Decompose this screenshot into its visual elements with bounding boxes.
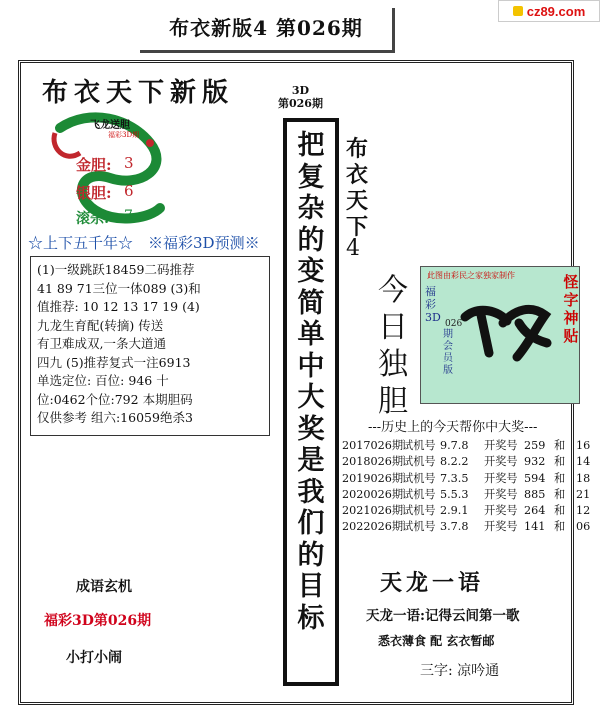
prediction-line: 有卫难成双,一条大道通 [37, 336, 166, 351]
gold-label: 金胆: [76, 156, 112, 174]
mystery-right-char: 字 [563, 291, 579, 309]
history-issue: 2020026期 [342, 487, 404, 501]
history-row [342, 487, 598, 503]
history-sum: 21 [576, 487, 591, 501]
issue-small-top: 3D [291, 84, 310, 97]
history-label-test: 试机号 [402, 455, 436, 469]
mystery-issue: 026 [445, 319, 463, 329]
slogan-char: 变 [297, 256, 325, 287]
slogan-char: 中 [297, 350, 325, 382]
today-char: 日 [378, 310, 408, 345]
mystery-right-char: 神 [563, 309, 579, 327]
history-draw-number: 264 [524, 504, 546, 518]
brand-vertical [342, 136, 372, 240]
mystery-right-char: 怪 [563, 273, 579, 291]
slogan-char: 把 [297, 130, 325, 161]
history-draw-number: 141 [524, 520, 546, 534]
history-title: ---历史上的今天帮你中大奖--- [368, 420, 538, 435]
slogan-char: 是 [297, 445, 325, 476]
prediction-line: 九龙生育配(转摘) 传送 [37, 317, 164, 333]
history-label-test: 试机号 [402, 520, 436, 534]
mystery-side-text-2: 期会员版 [443, 329, 453, 376]
history-label-draw: 开奖号 [484, 471, 518, 485]
history-label-draw: 开奖号 [484, 455, 518, 469]
history-draw-number: 594 [524, 471, 546, 485]
history-row [342, 454, 598, 470]
dragon-panel [40, 108, 190, 228]
issue-label: 福彩3D第026期 [44, 613, 152, 629]
history-label-test: 试机号 [402, 471, 436, 485]
prediction-line: 单选定位: 百位: 946 十 [37, 373, 169, 388]
header-banner [140, 8, 395, 53]
prediction-line: (1)一级跳跃18459二码推荐 [37, 262, 195, 277]
prediction-line: 位:0462个位:792 本期胆码 [37, 391, 193, 407]
history-label-draw: 开奖号 [484, 504, 518, 518]
slogan-char: 奖 [297, 413, 325, 445]
history-issue: 2021026期 [342, 504, 404, 518]
history-label-sum: 和 [554, 471, 566, 485]
silver-label: 银胆: [76, 184, 112, 202]
slogan-char: 复 [297, 161, 325, 193]
mystery-right-title [563, 273, 579, 345]
mystery-panel [420, 266, 580, 404]
slogan-char: 的 [297, 224, 325, 256]
slogan-char: 我 [297, 476, 325, 508]
site-badge[interactable] [498, 0, 600, 22]
prediction-line: 值推荐: 10 12 13 17 19 (4) [37, 299, 200, 314]
mystery-glyph-icon [459, 293, 555, 365]
history-label-sum: 和 [554, 455, 566, 469]
history-label-sum: 和 [554, 439, 566, 452]
today-char: 胆 [378, 384, 408, 419]
mystery-right-char: 贴 [563, 327, 579, 345]
brand-char: 下 [345, 214, 368, 240]
history-sum: 18 [576, 471, 591, 485]
history-row [342, 503, 598, 519]
history-issue: 2022026期 [342, 520, 404, 534]
brand-char: 衣 [345, 162, 368, 188]
prediction-line: 41 89 71三位一体089 (3)和 [37, 280, 201, 296]
history-test-number: 9.7.8 [440, 439, 469, 452]
prediction-line: 仅供参考 组六:16059绝杀3 [37, 410, 193, 425]
history-test-number: 7.3.5 [440, 471, 469, 485]
site-label: cz89.com [526, 3, 586, 19]
slogan-char: 目 [297, 571, 325, 602]
history-row [342, 471, 598, 487]
slogan-left: ☆上下五千年☆ [28, 234, 134, 252]
bao-value: 7 [124, 208, 133, 224]
prediction-line: 四九 (5)推荐复式一注6913 [37, 354, 191, 370]
slogan-char: 的 [297, 539, 325, 571]
slogan-char: 大 [297, 382, 325, 413]
slogan-char: 简 [297, 287, 325, 319]
history-test-number: 8.2.2 [440, 455, 469, 469]
history-label-test: 试机号 [402, 504, 436, 518]
main-title: 布衣天下新版 [42, 78, 235, 108]
tianlong-riddle: 天龙一语:记得云间第一歌 [366, 608, 520, 624]
slogan-right: ※福彩3D预测※ [148, 234, 260, 252]
history-test-number: 3.7.8 [440, 520, 469, 534]
history-table [342, 438, 598, 536]
history-sum: 12 [576, 504, 591, 518]
brand-char: 天 [345, 188, 368, 214]
today-char: 今 [378, 273, 408, 308]
tianlong-title: 天龙一语 [380, 570, 485, 596]
slogan-char: 们 [297, 508, 325, 539]
three-char-hint: 三字: 凉吟通 [420, 663, 500, 679]
today-single-label [368, 272, 418, 420]
site-logo-icon [513, 6, 523, 16]
slogan-char: 杂 [297, 193, 325, 224]
history-label-draw: 开奖号 [484, 439, 518, 452]
history-sum: 16 [576, 439, 591, 452]
today-char: 独 [378, 347, 408, 382]
bao-label: 滚杀: [76, 211, 110, 227]
history-label-test: 试机号 [402, 439, 436, 452]
history-issue: 2017026期 [342, 439, 404, 452]
history-test-number: 5.5.3 [440, 487, 469, 501]
slogan-char: 标 [297, 602, 325, 634]
history-sum: 14 [576, 455, 591, 469]
vertical-slogan [283, 118, 339, 686]
history-test-number: 2.9.1 [440, 504, 469, 518]
gold-value: 3 [124, 154, 134, 172]
header-title: 布衣新版4 第026期 [169, 16, 363, 40]
chengyu-title: 成语玄机 [76, 579, 132, 595]
dragon-fly-label: 飞龙送胆 [90, 120, 130, 131]
mystery-side-text: 福彩3D [425, 285, 441, 324]
history-issue: 2019026期 [342, 471, 404, 485]
history-draw-number: 932 [524, 455, 546, 469]
history-label-sum: 和 [554, 504, 566, 518]
mystery-top-text: 此图由彩民之家独家制作 [427, 271, 515, 280]
issue-small [278, 84, 323, 110]
brand-char: 布 [345, 136, 368, 162]
history-label-sum: 和 [554, 520, 566, 534]
brand-number: 4 [346, 236, 360, 261]
history-label-draw: 开奖号 [484, 520, 518, 534]
silver-value: 6 [124, 182, 134, 200]
history-issue: 2018026期 [342, 455, 404, 469]
history-label-test: 试机号 [402, 487, 436, 501]
history-draw-number: 885 [524, 487, 546, 501]
history-row [342, 438, 598, 454]
history-draw-number: 259 [524, 439, 546, 452]
dragon-badge: 福彩3D期 [108, 131, 140, 139]
riddle-pairing: 悉衣薄食 配 玄衣暂邮 [378, 634, 495, 648]
history-row [342, 519, 598, 535]
issue-small-number: 第026期 [278, 97, 323, 110]
history-label-sum: 和 [554, 487, 566, 501]
prediction-box [30, 256, 270, 436]
xiaoda-label: 小打小闹 [66, 650, 122, 666]
history-sum: 06 [576, 520, 591, 534]
history-label-draw: 开奖号 [484, 487, 518, 501]
slogan-char: 单 [297, 319, 325, 350]
